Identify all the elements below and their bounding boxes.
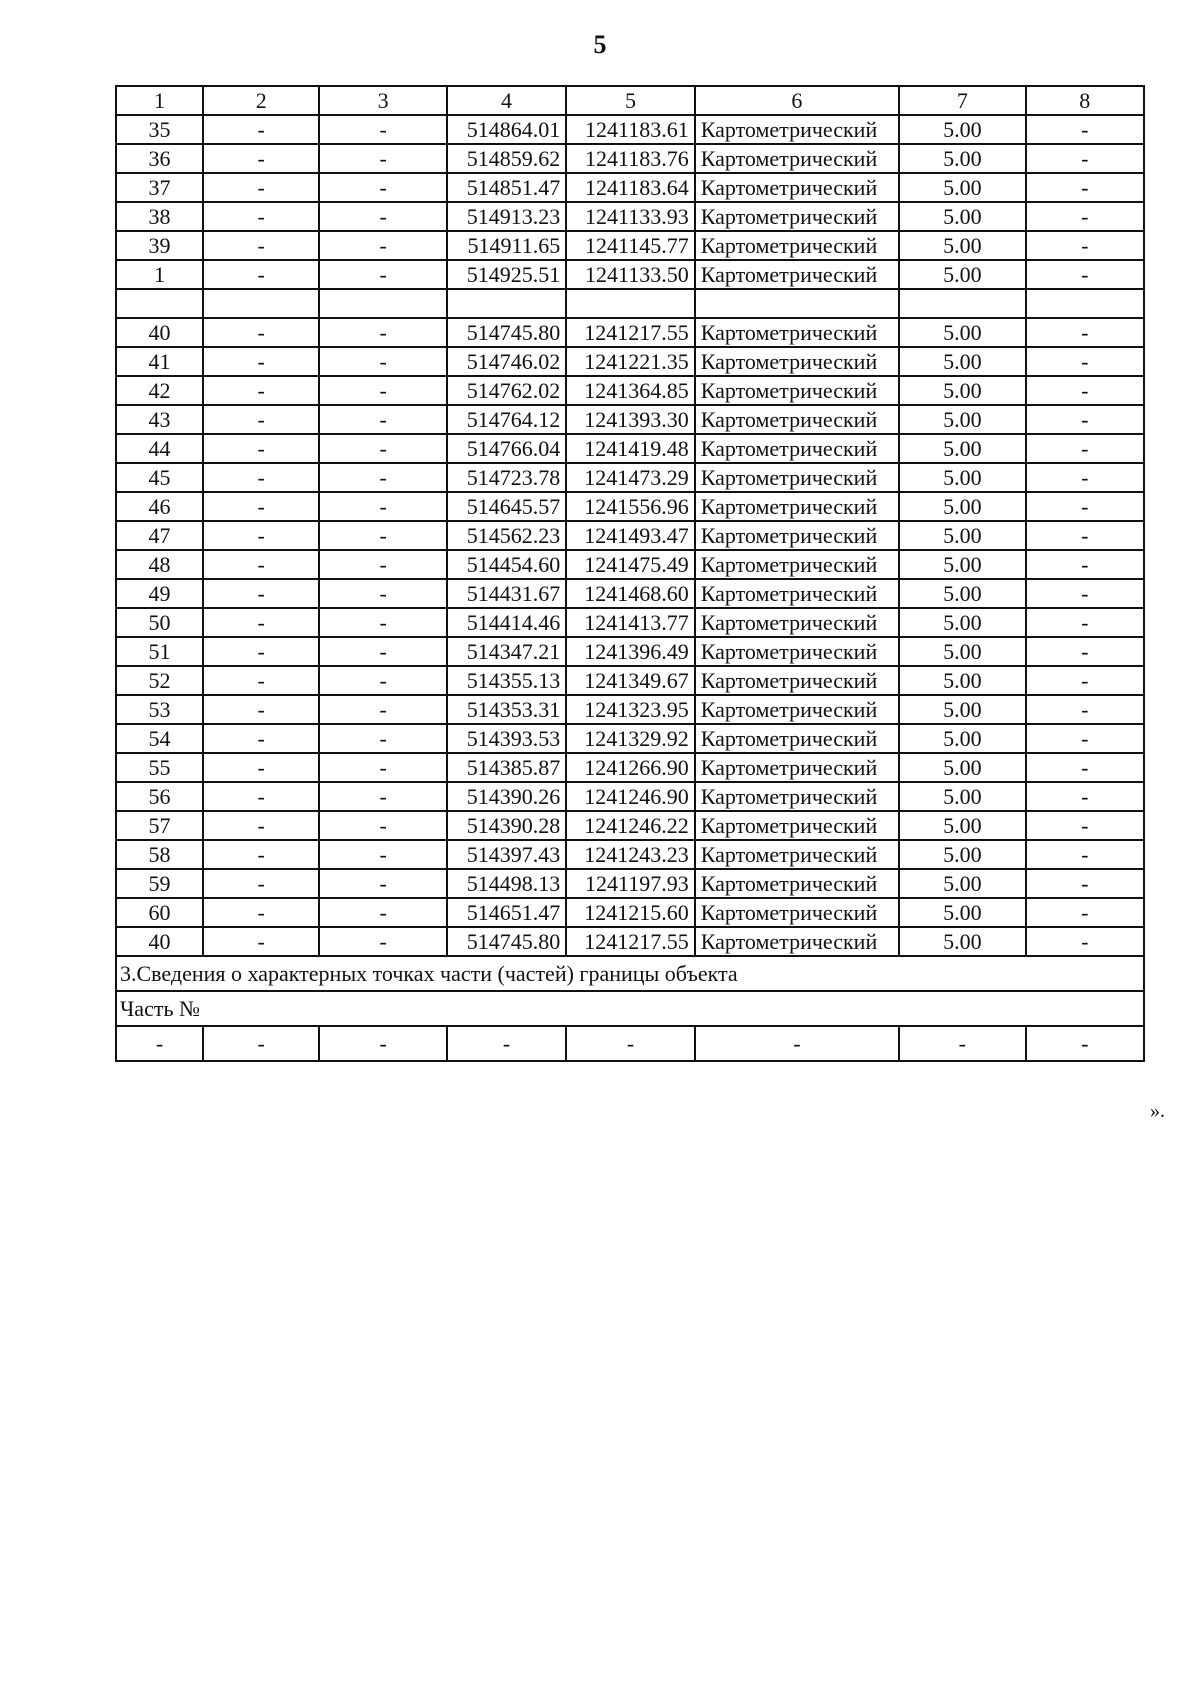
- table-cell: 514393.53: [447, 724, 566, 753]
- table-cell: -: [1026, 202, 1144, 231]
- table-cell: -: [1026, 869, 1144, 898]
- table-cell: -: [1026, 753, 1144, 782]
- table-cell: 1241396.49: [566, 637, 695, 666]
- table-cell: 5.00: [899, 376, 1025, 405]
- table-cell: 57: [116, 811, 203, 840]
- table-cell: 5.00: [899, 231, 1025, 260]
- table-row: [116, 492, 1144, 521]
- table-row: [116, 869, 1144, 898]
- table-cell: 1241266.90: [566, 753, 695, 782]
- table-cell: Картометрический: [695, 202, 899, 231]
- table-cell: 56: [116, 782, 203, 811]
- table-cell: -: [203, 840, 319, 869]
- table-cell: 1241197.93: [566, 869, 695, 898]
- table-cell: 514859.62: [447, 144, 566, 173]
- table-cell: 514385.87: [447, 753, 566, 782]
- table-cell: 51: [116, 637, 203, 666]
- table-row: [116, 202, 1144, 231]
- table-cell: 514913.23: [447, 202, 566, 231]
- footer-cell: -: [447, 1026, 566, 1061]
- table-cell: -: [319, 144, 446, 173]
- table-cell: 40: [116, 927, 203, 956]
- table-cell: 1241323.95: [566, 695, 695, 724]
- table-cell: -: [1026, 927, 1144, 956]
- closing-quote: ».: [1150, 1100, 1165, 1122]
- table-cell: 5.00: [899, 927, 1025, 956]
- table-cell: -: [203, 898, 319, 927]
- table-row: [116, 724, 1144, 753]
- table-cell: Картометрический: [695, 753, 899, 782]
- table-cell: Картометрический: [695, 376, 899, 405]
- table-cell: -: [1026, 405, 1144, 434]
- table-cell: 514347.21: [447, 637, 566, 666]
- table-cell: -: [1026, 115, 1144, 144]
- table-row: [116, 550, 1144, 579]
- table-cell: Картометрический: [695, 898, 899, 927]
- table-cell: 43: [116, 405, 203, 434]
- table-cell: -: [203, 666, 319, 695]
- table-cell: 514498.13: [447, 869, 566, 898]
- table-cell: 514762.02: [447, 376, 566, 405]
- table-cell: Картометрический: [695, 840, 899, 869]
- table-cell: 54: [116, 724, 203, 753]
- section-title-row: [116, 956, 1144, 991]
- table-cell: -: [319, 521, 446, 550]
- footer-cell: -: [566, 1026, 695, 1061]
- table-row: [116, 811, 1144, 840]
- table-cell: 1241183.76: [566, 144, 695, 173]
- table-cell: [116, 289, 203, 318]
- table-cell: -: [1026, 260, 1144, 289]
- table-cell: -: [1026, 579, 1144, 608]
- table-cell: 1241133.93: [566, 202, 695, 231]
- table-cell: 1241329.92: [566, 724, 695, 753]
- table-row: [116, 521, 1144, 550]
- footer-cell: -: [203, 1026, 319, 1061]
- table-row: [116, 318, 1144, 347]
- section-3: [116, 956, 1144, 1061]
- table-row: [116, 144, 1144, 173]
- table-cell: Картометрический: [695, 492, 899, 521]
- header-cell: 1: [116, 86, 203, 115]
- table-cell: 514746.02: [447, 347, 566, 376]
- table-cell: Картометрический: [695, 405, 899, 434]
- table-cell: -: [1026, 666, 1144, 695]
- header-cell: 7: [899, 86, 1025, 115]
- table-cell: 5.00: [899, 666, 1025, 695]
- table-cell: 40: [116, 318, 203, 347]
- table-cell: Картометрический: [695, 666, 899, 695]
- table-cell: -: [203, 753, 319, 782]
- table-cell: 5.00: [899, 550, 1025, 579]
- table-cell: 5.00: [899, 144, 1025, 173]
- table-row: [116, 782, 1144, 811]
- table-cell: -: [319, 695, 446, 724]
- table-cell: 514454.60: [447, 550, 566, 579]
- table-cell: 5.00: [899, 260, 1025, 289]
- table-cell: Картометрический: [695, 318, 899, 347]
- table-cell: 1241246.22: [566, 811, 695, 840]
- table-cell: 1241413.77: [566, 608, 695, 637]
- table-body: [116, 86, 1144, 956]
- table-cell: 514851.47: [447, 173, 566, 202]
- table-cell: -: [203, 869, 319, 898]
- table-cell: 49: [116, 579, 203, 608]
- table-cell: 46: [116, 492, 203, 521]
- table-cell: 5.00: [899, 173, 1025, 202]
- table-cell: Картометрический: [695, 115, 899, 144]
- table-cell: Картометрический: [695, 927, 899, 956]
- table-cell: -: [1026, 463, 1144, 492]
- table-cell: 5.00: [899, 463, 1025, 492]
- table-cell: 38: [116, 202, 203, 231]
- table-cell: 514397.43: [447, 840, 566, 869]
- table-cell: -: [203, 173, 319, 202]
- table-cell: 5.00: [899, 869, 1025, 898]
- table-cell: -: [203, 579, 319, 608]
- table-cell: 5.00: [899, 202, 1025, 231]
- header-cell: 8: [1026, 86, 1144, 115]
- table-row: [116, 434, 1144, 463]
- table-cell: -: [1026, 840, 1144, 869]
- table-cell: -: [1026, 550, 1144, 579]
- table-row: [116, 347, 1144, 376]
- table-cell: 514562.23: [447, 521, 566, 550]
- header-cell: 2: [203, 86, 319, 115]
- table-cell: -: [319, 463, 446, 492]
- footer-cell: -: [1026, 1026, 1144, 1061]
- table-cell: -: [203, 260, 319, 289]
- table-cell: -: [319, 318, 446, 347]
- footer-row: [116, 1026, 1144, 1061]
- table-cell: -: [203, 492, 319, 521]
- table-cell: 39: [116, 231, 203, 260]
- table-row: [116, 637, 1144, 666]
- table-cell: -: [203, 521, 319, 550]
- table-cell: [1026, 289, 1144, 318]
- table-cell: 5.00: [899, 753, 1025, 782]
- table-cell: 514745.80: [447, 927, 566, 956]
- table-cell: -: [203, 144, 319, 173]
- table-row: [116, 608, 1144, 637]
- table-cell: -: [319, 405, 446, 434]
- table-row: [116, 898, 1144, 927]
- table-cell: 1241556.96: [566, 492, 695, 521]
- table-cell: [899, 289, 1025, 318]
- footer-cell: -: [319, 1026, 446, 1061]
- table-cell: 42: [116, 376, 203, 405]
- table-cell: 514645.57: [447, 492, 566, 521]
- table-cell: -: [1026, 695, 1144, 724]
- table-cell: -: [203, 434, 319, 463]
- table-cell: 5.00: [899, 405, 1025, 434]
- header-cell: 4: [447, 86, 566, 115]
- table-cell: 514353.31: [447, 695, 566, 724]
- table-cell: -: [1026, 231, 1144, 260]
- page-number: 5: [593, 30, 607, 59]
- table-cell: Картометрический: [695, 724, 899, 753]
- table-cell: -: [319, 927, 446, 956]
- table-cell: -: [319, 492, 446, 521]
- table-row: [116, 231, 1144, 260]
- table-cell: 514745.80: [447, 318, 566, 347]
- section-title: 3.Сведения о характерных точках части (частей) границы объекта: [116, 956, 1144, 991]
- table-cell: 53: [116, 695, 203, 724]
- table-cell: [566, 289, 695, 318]
- table-cell: 48: [116, 550, 203, 579]
- table-cell: -: [203, 724, 319, 753]
- footer-cell: -: [116, 1026, 203, 1061]
- table-cell: -: [1026, 782, 1144, 811]
- coordinates-table: [115, 85, 1145, 1062]
- table-row: [116, 289, 1144, 318]
- table-cell: Картометрический: [695, 869, 899, 898]
- table-cell: -: [319, 260, 446, 289]
- table-cell: Картометрический: [695, 521, 899, 550]
- table-cell: -: [203, 405, 319, 434]
- table-cell: -: [319, 376, 446, 405]
- table-cell: -: [1026, 434, 1144, 463]
- table-cell: -: [1026, 811, 1144, 840]
- table-cell: 514431.67: [447, 579, 566, 608]
- table-cell: 514925.51: [447, 260, 566, 289]
- table-cell: Картометрический: [695, 347, 899, 376]
- table-cell: 1241475.49: [566, 550, 695, 579]
- table-row: [116, 579, 1144, 608]
- table-cell: -: [319, 579, 446, 608]
- table-cell: 1241215.60: [566, 898, 695, 927]
- header-cell: 3: [319, 86, 446, 115]
- table-cell: 35: [116, 115, 203, 144]
- table-cell: 514766.04: [447, 434, 566, 463]
- footer-cell: -: [695, 1026, 899, 1061]
- table-cell: -: [319, 347, 446, 376]
- table-cell: 58: [116, 840, 203, 869]
- table-cell: -: [203, 782, 319, 811]
- table-cell: -: [319, 753, 446, 782]
- table-cell: 1241183.61: [566, 115, 695, 144]
- table-cell: 1241393.30: [566, 405, 695, 434]
- table-cell: 1241364.85: [566, 376, 695, 405]
- table-cell: 1241468.60: [566, 579, 695, 608]
- header-row: [116, 86, 1144, 115]
- table-row: [116, 927, 1144, 956]
- table-cell: -: [1026, 144, 1144, 173]
- table-cell: -: [319, 811, 446, 840]
- table-cell: 1241221.35: [566, 347, 695, 376]
- table-cell: 1241349.67: [566, 666, 695, 695]
- table-cell: 60: [116, 898, 203, 927]
- table-cell: Картометрический: [695, 173, 899, 202]
- table-cell: 59: [116, 869, 203, 898]
- table-cell: -: [1026, 898, 1144, 927]
- table-cell: 5.00: [899, 318, 1025, 347]
- table-cell: -: [203, 927, 319, 956]
- table-cell: 55: [116, 753, 203, 782]
- table-cell: 37: [116, 173, 203, 202]
- table-cell: 52: [116, 666, 203, 695]
- table-cell: -: [203, 231, 319, 260]
- table-cell: [203, 289, 319, 318]
- table-cell: 1241217.55: [566, 927, 695, 956]
- table-cell: 5.00: [899, 434, 1025, 463]
- table-cell: -: [203, 550, 319, 579]
- table-cell: -: [319, 840, 446, 869]
- table-cell: -: [203, 202, 319, 231]
- table-cell: 41: [116, 347, 203, 376]
- table-cell: 5.00: [899, 347, 1025, 376]
- table-cell: -: [203, 695, 319, 724]
- table-row: [116, 173, 1144, 202]
- table-cell: [447, 289, 566, 318]
- table-cell: 514723.78: [447, 463, 566, 492]
- table-cell: Картометрический: [695, 637, 899, 666]
- table-cell: -: [319, 434, 446, 463]
- table-cell: 5.00: [899, 782, 1025, 811]
- table-cell: 1241133.50: [566, 260, 695, 289]
- table-cell: -: [319, 550, 446, 579]
- table-cell: 514390.26: [447, 782, 566, 811]
- table-cell: 36: [116, 144, 203, 173]
- table-cell: 514414.46: [447, 608, 566, 637]
- table-cell: 5.00: [899, 579, 1025, 608]
- table-cell: -: [203, 811, 319, 840]
- table-cell: -: [203, 115, 319, 144]
- table-cell: Картометрический: [695, 811, 899, 840]
- table-cell: -: [319, 637, 446, 666]
- table-cell: Картометрический: [695, 782, 899, 811]
- table-row: [116, 695, 1144, 724]
- table-cell: -: [1026, 492, 1144, 521]
- table-cell: 514911.65: [447, 231, 566, 260]
- table-cell: 1241473.29: [566, 463, 695, 492]
- part-label-row: [116, 991, 1144, 1026]
- table-row: [116, 115, 1144, 144]
- table-cell: Картометрический: [695, 144, 899, 173]
- table-cell: -: [203, 376, 319, 405]
- table-cell: 5.00: [899, 811, 1025, 840]
- table-cell: -: [319, 782, 446, 811]
- table-row: [116, 260, 1144, 289]
- table-cell: -: [203, 608, 319, 637]
- table-cell: 47: [116, 521, 203, 550]
- table-cell: 1241419.48: [566, 434, 695, 463]
- table-cell: 514864.01: [447, 115, 566, 144]
- table-cell: 1241493.47: [566, 521, 695, 550]
- table-cell: 5.00: [899, 492, 1025, 521]
- header-cell: 5: [566, 86, 695, 115]
- table-cell: 514355.13: [447, 666, 566, 695]
- table-cell: -: [1026, 637, 1144, 666]
- table-cell: 5.00: [899, 840, 1025, 869]
- table-cell: -: [1026, 318, 1144, 347]
- header-cell: 6: [695, 86, 899, 115]
- table-cell: -: [319, 869, 446, 898]
- table-cell: 1241217.55: [566, 318, 695, 347]
- table-row: [116, 463, 1144, 492]
- part-label: Часть №: [116, 991, 1144, 1026]
- table-cell: 1241246.90: [566, 782, 695, 811]
- table-cell: 45: [116, 463, 203, 492]
- table-cell: -: [319, 173, 446, 202]
- table-cell: -: [1026, 724, 1144, 753]
- table-cell: 514764.12: [447, 405, 566, 434]
- table-cell: 1241145.77: [566, 231, 695, 260]
- table-cell: [319, 289, 446, 318]
- table-cell: -: [319, 898, 446, 927]
- table-row: [116, 405, 1144, 434]
- table-cell: -: [1026, 521, 1144, 550]
- table-cell: 5.00: [899, 608, 1025, 637]
- footer-cell: -: [899, 1026, 1025, 1061]
- table-cell: -: [1026, 347, 1144, 376]
- table-cell: 5.00: [899, 695, 1025, 724]
- table-cell: -: [1026, 173, 1144, 202]
- table-cell: Картометрический: [695, 550, 899, 579]
- table-cell: Картометрический: [695, 434, 899, 463]
- table-cell: -: [319, 115, 446, 144]
- table-cell: -: [319, 608, 446, 637]
- table-cell: Картометрический: [695, 579, 899, 608]
- table-cell: -: [319, 724, 446, 753]
- table-row: [116, 666, 1144, 695]
- table-cell: 514651.47: [447, 898, 566, 927]
- table-cell: 50: [116, 608, 203, 637]
- table-cell: Картометрический: [695, 463, 899, 492]
- table-cell: Картометрический: [695, 260, 899, 289]
- table-row: [116, 840, 1144, 869]
- table-cell: -: [1026, 376, 1144, 405]
- table-cell: -: [319, 202, 446, 231]
- table-cell: Картометрический: [695, 608, 899, 637]
- table-cell: -: [1026, 608, 1144, 637]
- table-cell: 1241243.23: [566, 840, 695, 869]
- table-cell: 5.00: [899, 637, 1025, 666]
- table-cell: Картометрический: [695, 231, 899, 260]
- table-cell: -: [319, 231, 446, 260]
- table-cell: 5.00: [899, 898, 1025, 927]
- table-cell: 514390.28: [447, 811, 566, 840]
- table-cell: Картометрический: [695, 695, 899, 724]
- table-cell: 1: [116, 260, 203, 289]
- table-row: [116, 376, 1144, 405]
- table-cell: 5.00: [899, 115, 1025, 144]
- table-row: [116, 753, 1144, 782]
- table-cell: -: [203, 347, 319, 376]
- table-cell: [695, 289, 899, 318]
- table-cell: 44: [116, 434, 203, 463]
- table-cell: 1241183.64: [566, 173, 695, 202]
- table-cell: 5.00: [899, 724, 1025, 753]
- table-cell: -: [203, 637, 319, 666]
- table-cell: -: [203, 318, 319, 347]
- table-cell: 5.00: [899, 521, 1025, 550]
- table-cell: -: [203, 463, 319, 492]
- table-cell: -: [319, 666, 446, 695]
